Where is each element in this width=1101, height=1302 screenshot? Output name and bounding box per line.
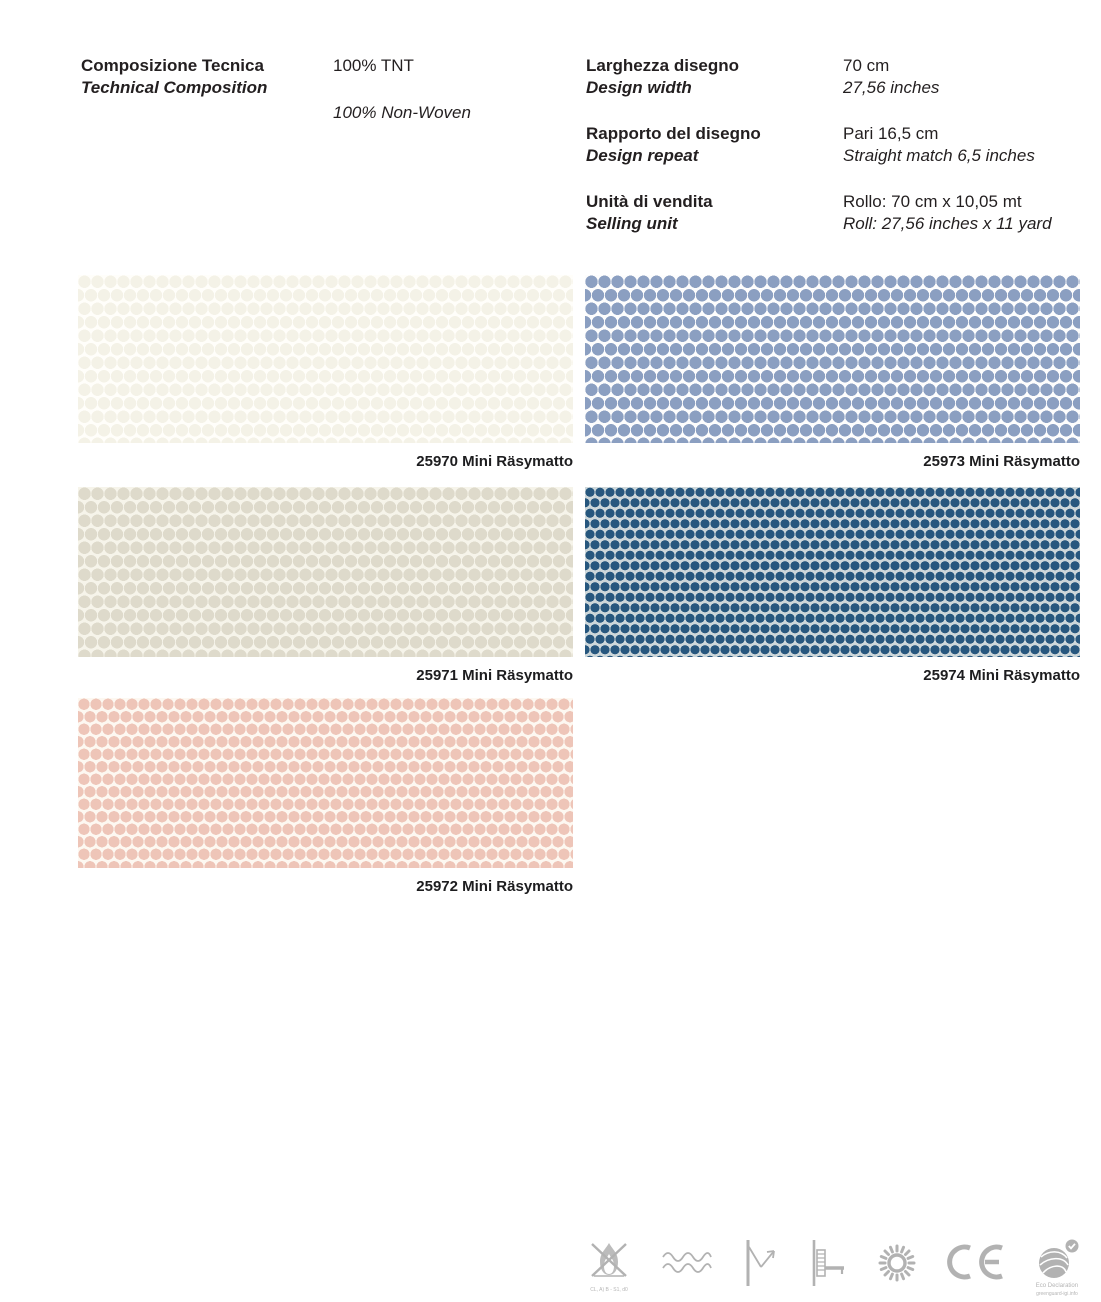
eco-caption-line1: Eco Declaration: [1035, 1283, 1079, 1289]
flame-crossed-icon: [583, 1238, 635, 1294]
right-spec-labels: [586, 55, 836, 259]
design-repeat-label: Rapporto del disegno Design repeat: [586, 124, 761, 165]
value-primary: 100% TNT: [333, 56, 414, 75]
fabric-swatch-25970: [78, 275, 573, 443]
technical-composition-label: [81, 55, 326, 123]
washability-waves-icon: [659, 1238, 715, 1286]
label-it: Composizione Tecnica: [81, 56, 264, 75]
fabric-swatch-25971: [78, 487, 573, 657]
swatch-label-25972: 25972 Mini Räsymatto: [416, 878, 573, 895]
selling-unit-label: Unità di vendita Selling unit: [586, 192, 713, 233]
swatch-label-25974: 25974 Mini Räsymatto: [923, 667, 1080, 684]
right-spec-values: [843, 55, 1093, 259]
certification-icon-row: [583, 1238, 1083, 1300]
design-width-label: Larghezza disegno Design width: [586, 56, 740, 97]
label-en: Technical Composition: [81, 78, 268, 97]
fabric-swatch-25973: [585, 275, 1080, 443]
technical-composition-values: [333, 55, 573, 124]
lightfastness-sun-icon: [872, 1238, 922, 1288]
swatch-label-25973: 25973 Mini Räsymatto: [923, 453, 1080, 470]
design-width-value: 70 cm 27,56 inches: [843, 56, 940, 97]
fabric-swatch-25972: [78, 698, 573, 868]
swatch-label-25970: 25970 Mini Räsymatto: [416, 453, 573, 470]
fabric-swatch-25974: [585, 487, 1080, 657]
ce-mark-icon: [945, 1238, 1007, 1286]
selling-unit-value: Rollo: 70 cm x 10,05 mt Roll: 27,56 inches x 11 yard: [843, 192, 1052, 233]
paste-the-wall-brush-icon: [806, 1238, 848, 1288]
strippable-icon: [738, 1238, 782, 1288]
eco-globe-icon: [1031, 1238, 1083, 1298]
value-secondary: 100% Non-Woven: [333, 103, 471, 122]
swatch-label-25971: 25971 Mini Räsymatto: [416, 667, 573, 684]
design-repeat-value: Pari 16,5 cm Straight match 6,5 inches: [843, 124, 1035, 165]
eco-caption-line2: greenguard-igi.info: [1036, 1291, 1078, 1297]
flame-caption: CL, A) B - S1, d0: [590, 1287, 628, 1293]
